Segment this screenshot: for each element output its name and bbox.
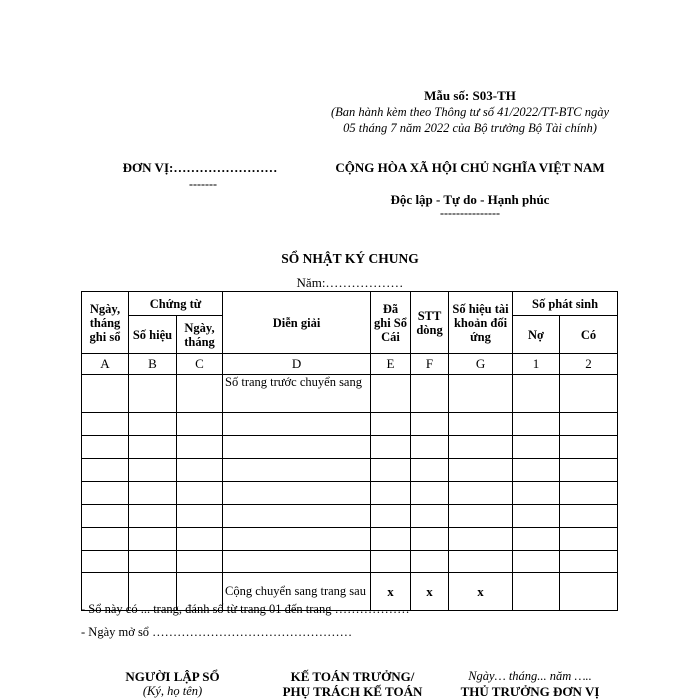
chief-accountant-role-line1: KẾ TOÁN TRƯỞNG/ <box>290 669 415 684</box>
table-row <box>82 436 618 459</box>
header-description: Diễn giải <box>223 292 371 354</box>
general-journal-table <box>81 291 618 611</box>
x-mark: x <box>411 573 449 611</box>
head-date-line: Ngày… tháng... năm ….. <box>468 669 592 683</box>
column-code: F <box>411 354 449 375</box>
column-code: A <box>82 354 129 375</box>
preparer-hint: (Ký, họ tên) <box>142 684 203 698</box>
form-code: Mẫu số: S03-TH <box>424 88 516 103</box>
nation-motto: Độc lập - Tự do - Hạnh phúc <box>390 192 550 207</box>
table-row <box>82 459 618 482</box>
carried-over-label: Cộng chuyển sang trang sau <box>223 573 371 611</box>
header-line-no: STT dòng <box>411 292 449 354</box>
table-row <box>82 413 618 436</box>
header-credit: Có <box>560 316 618 354</box>
column-code: C <box>177 354 223 375</box>
document-title: SỔ NHẬT KÝ CHUNG <box>281 251 419 266</box>
preparer-role: NGƯỜI LẬP SỔ <box>125 669 220 684</box>
form-legal-note: (Ban hành kèm theo Thông tư số 41/2022/TT-BTC ngày 05 tháng 7 năm 2022 của Bộ trưởng Bộ Tài chính) <box>330 105 610 135</box>
x-mark: x <box>449 573 513 611</box>
header-debit: Nợ <box>513 316 560 354</box>
header-amount: Số phát sinh <box>513 292 618 316</box>
signature-preparer <box>100 669 245 699</box>
organization-label: ĐƠN VỊ:…………………… <box>122 160 278 175</box>
motto-dash: --------------- <box>440 206 500 220</box>
header-row-top <box>82 292 618 316</box>
signature-chief-accountant <box>265 669 440 699</box>
header-voucher-no: Số hiệu <box>129 316 177 354</box>
header-voucher-date: Ngày, tháng <box>177 316 223 354</box>
table-row <box>82 551 618 573</box>
nation-name: CỘNG HÒA XÃ HỘI CHỦ NGHĨA VIỆT NAM <box>335 160 605 175</box>
footnote-open-date: - Ngày mở sổ ………………………………………… <box>81 625 353 639</box>
table-row <box>82 505 618 528</box>
column-code: 1 <box>513 354 560 375</box>
carried-forward-row <box>82 375 618 413</box>
signature-head <box>445 669 615 699</box>
column-code: G <box>449 354 513 375</box>
form-code-block <box>330 88 610 136</box>
chief-accountant-role-line2: PHỤ TRÁCH KẾ TOÁN <box>282 684 423 699</box>
column-code: B <box>129 354 177 375</box>
table-row <box>82 482 618 505</box>
carried-forward-label: Số trang trước chuyển sang <box>223 375 371 413</box>
year-label: Năm:……………… <box>296 275 404 290</box>
x-mark: x <box>371 573 411 611</box>
column-code: E <box>371 354 411 375</box>
table-row <box>82 528 618 551</box>
footnote-pages: - Sổ này có ... trang, đánh số từ trang 01 đến trang ……………… <box>81 602 410 616</box>
header-date: Ngày, tháng ghi sổ <box>82 292 129 354</box>
column-code: 2 <box>560 354 618 375</box>
head-role: THỦ TRƯỞNG ĐƠN VỊ <box>460 684 600 699</box>
column-code-row <box>82 354 618 375</box>
organization-dash: ------- <box>189 177 217 191</box>
column-code: D <box>223 354 371 375</box>
header-contra-account: Số hiệu tài khoản đối ứng <box>449 292 513 354</box>
header-voucher: Chứng từ <box>129 292 223 316</box>
header-ledger-posted: Đã ghi Sổ Cái <box>371 292 411 354</box>
